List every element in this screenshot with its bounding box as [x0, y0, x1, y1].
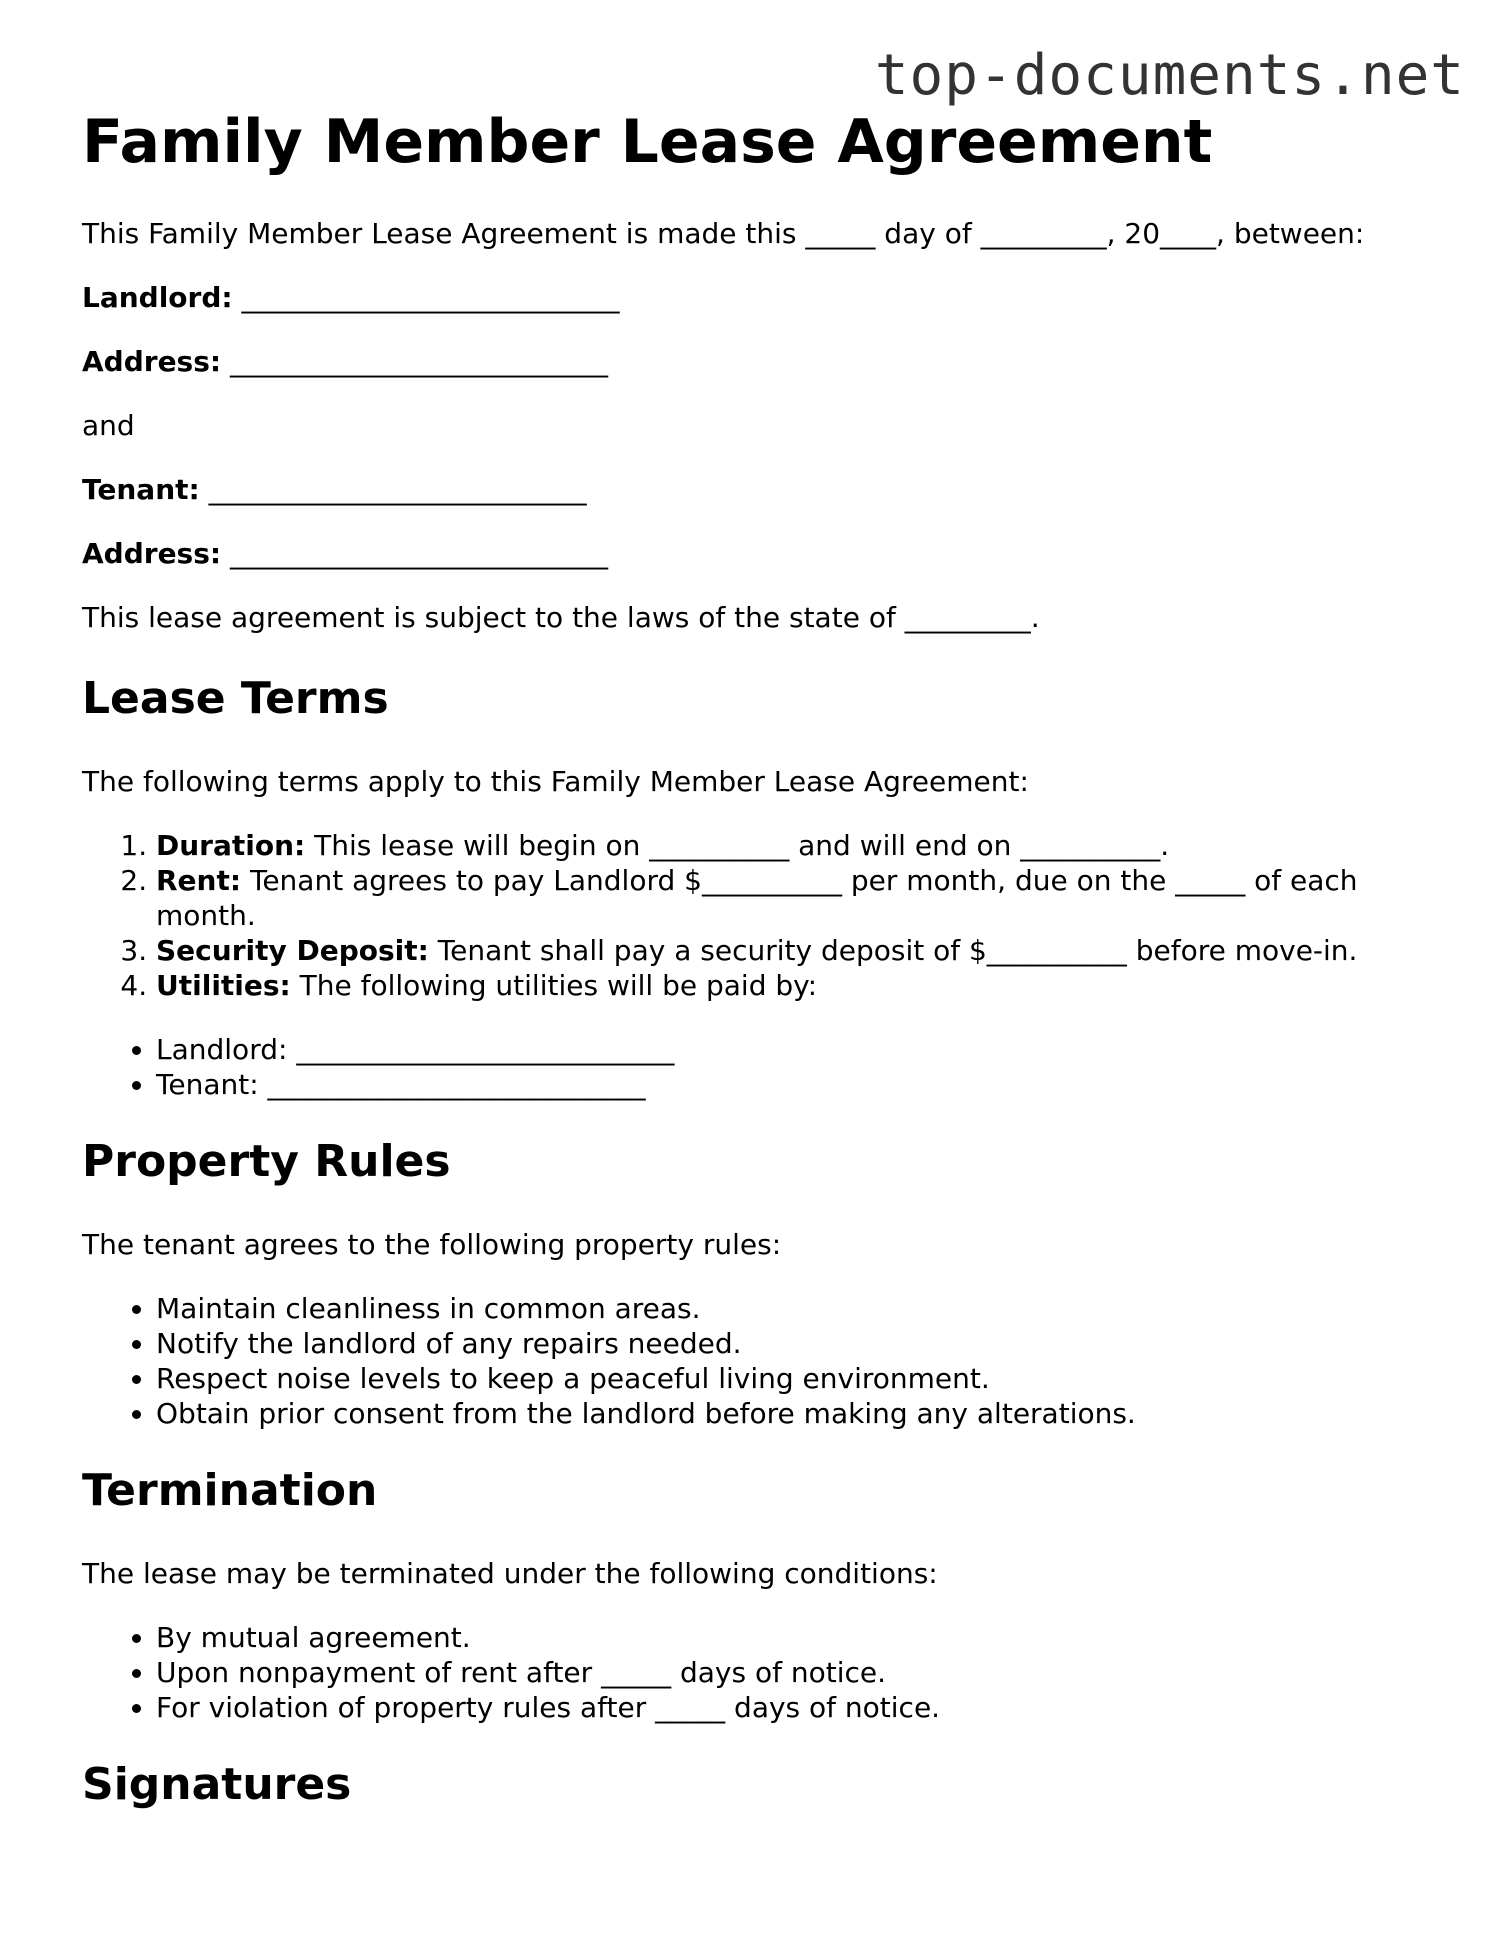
list-item: • Obtain prior consent from the landlord before making any alterations. — [156, 1396, 1452, 1431]
term-text: Tenant agrees to pay Landlord $__________ per month, due on the _____ of each month. — [156, 864, 1358, 932]
signatures-heading: Signatures — [82, 1759, 352, 1810]
landlord-blank: ___________________________ — [232, 281, 620, 314]
list-item: • Landlord: ___________________________ — [156, 1032, 1452, 1067]
list-item: • Notify the landlord of any repairs needed. — [156, 1326, 1452, 1361]
term-label: Security Deposit: — [156, 934, 429, 967]
termination-heading: Termination — [82, 1465, 378, 1516]
lease-terms-heading: Lease Terms — [82, 673, 389, 724]
term-label: Rent: — [156, 864, 242, 897]
term-duration — [156, 828, 1452, 863]
utilities-list — [82, 1032, 1452, 1102]
list-item: • By mutual agreement. — [156, 1620, 1452, 1655]
governing-law-text: This lease agreement is subject to the laws of the state of _________. — [82, 601, 1040, 634]
document-title: Family Member Lease Agreement — [82, 107, 1213, 177]
list-item: • For violation of property rules after _____ days of notice. — [156, 1690, 1452, 1725]
landlord-label: Landlord: — [82, 281, 233, 314]
list-item: • Respect noise levels to keep a peaceful living environment. — [156, 1361, 1452, 1396]
term-text: Tenant shall pay a security deposit of $__________ before move-in. — [428, 934, 1358, 967]
tenant-label: Tenant: — [82, 473, 200, 506]
termination-intro: The lease may be terminated under the following conditions: — [82, 1557, 938, 1590]
term-text: The following utilities will be paid by: — [290, 969, 818, 1002]
document — [82, 108, 1452, 1811]
term-label: Duration: — [156, 829, 306, 862]
tenant-blank: ___________________________ — [199, 473, 587, 506]
lease-terms-intro: The following terms apply to this Family Member Lease Agreement: — [82, 765, 1029, 798]
intro-paragraph: This Family Member Lease Agreement is made this _____ day of _________, 20____, between: — [82, 217, 1365, 250]
property-rules-list — [82, 1291, 1452, 1431]
term-text: This lease will begin on __________ and will end on __________. — [305, 829, 1170, 862]
property-rules-heading: Property Rules — [82, 1136, 451, 1187]
term-label: Utilities: — [156, 969, 291, 1002]
termination-list — [82, 1620, 1452, 1725]
landlord-address-blank: ___________________________ — [221, 345, 608, 378]
and-text: and — [82, 409, 135, 442]
landlord-address-label: Address: — [82, 345, 222, 378]
landlord-line — [82, 280, 1452, 315]
list-item: • Maintain cleanliness in common areas. — [156, 1291, 1452, 1326]
tenant-address-blank: ___________________________ — [221, 537, 608, 570]
tenant-address-line — [82, 536, 1452, 571]
term-utilities — [156, 968, 1452, 1003]
list-item: • Tenant: ___________________________ — [156, 1067, 1452, 1102]
landlord-address-line — [82, 344, 1452, 379]
property-rules-intro: The tenant agrees to the following property rules: — [82, 1228, 782, 1261]
lease-terms-list — [82, 828, 1452, 1003]
list-item: • Upon nonpayment of rent after _____ days of notice. — [156, 1655, 1452, 1690]
tenant-line — [82, 472, 1452, 507]
watermark: top-documents.net — [874, 43, 1465, 108]
term-rent — [156, 863, 1452, 933]
term-security-deposit — [156, 933, 1452, 968]
tenant-address-label: Address: — [82, 537, 222, 570]
